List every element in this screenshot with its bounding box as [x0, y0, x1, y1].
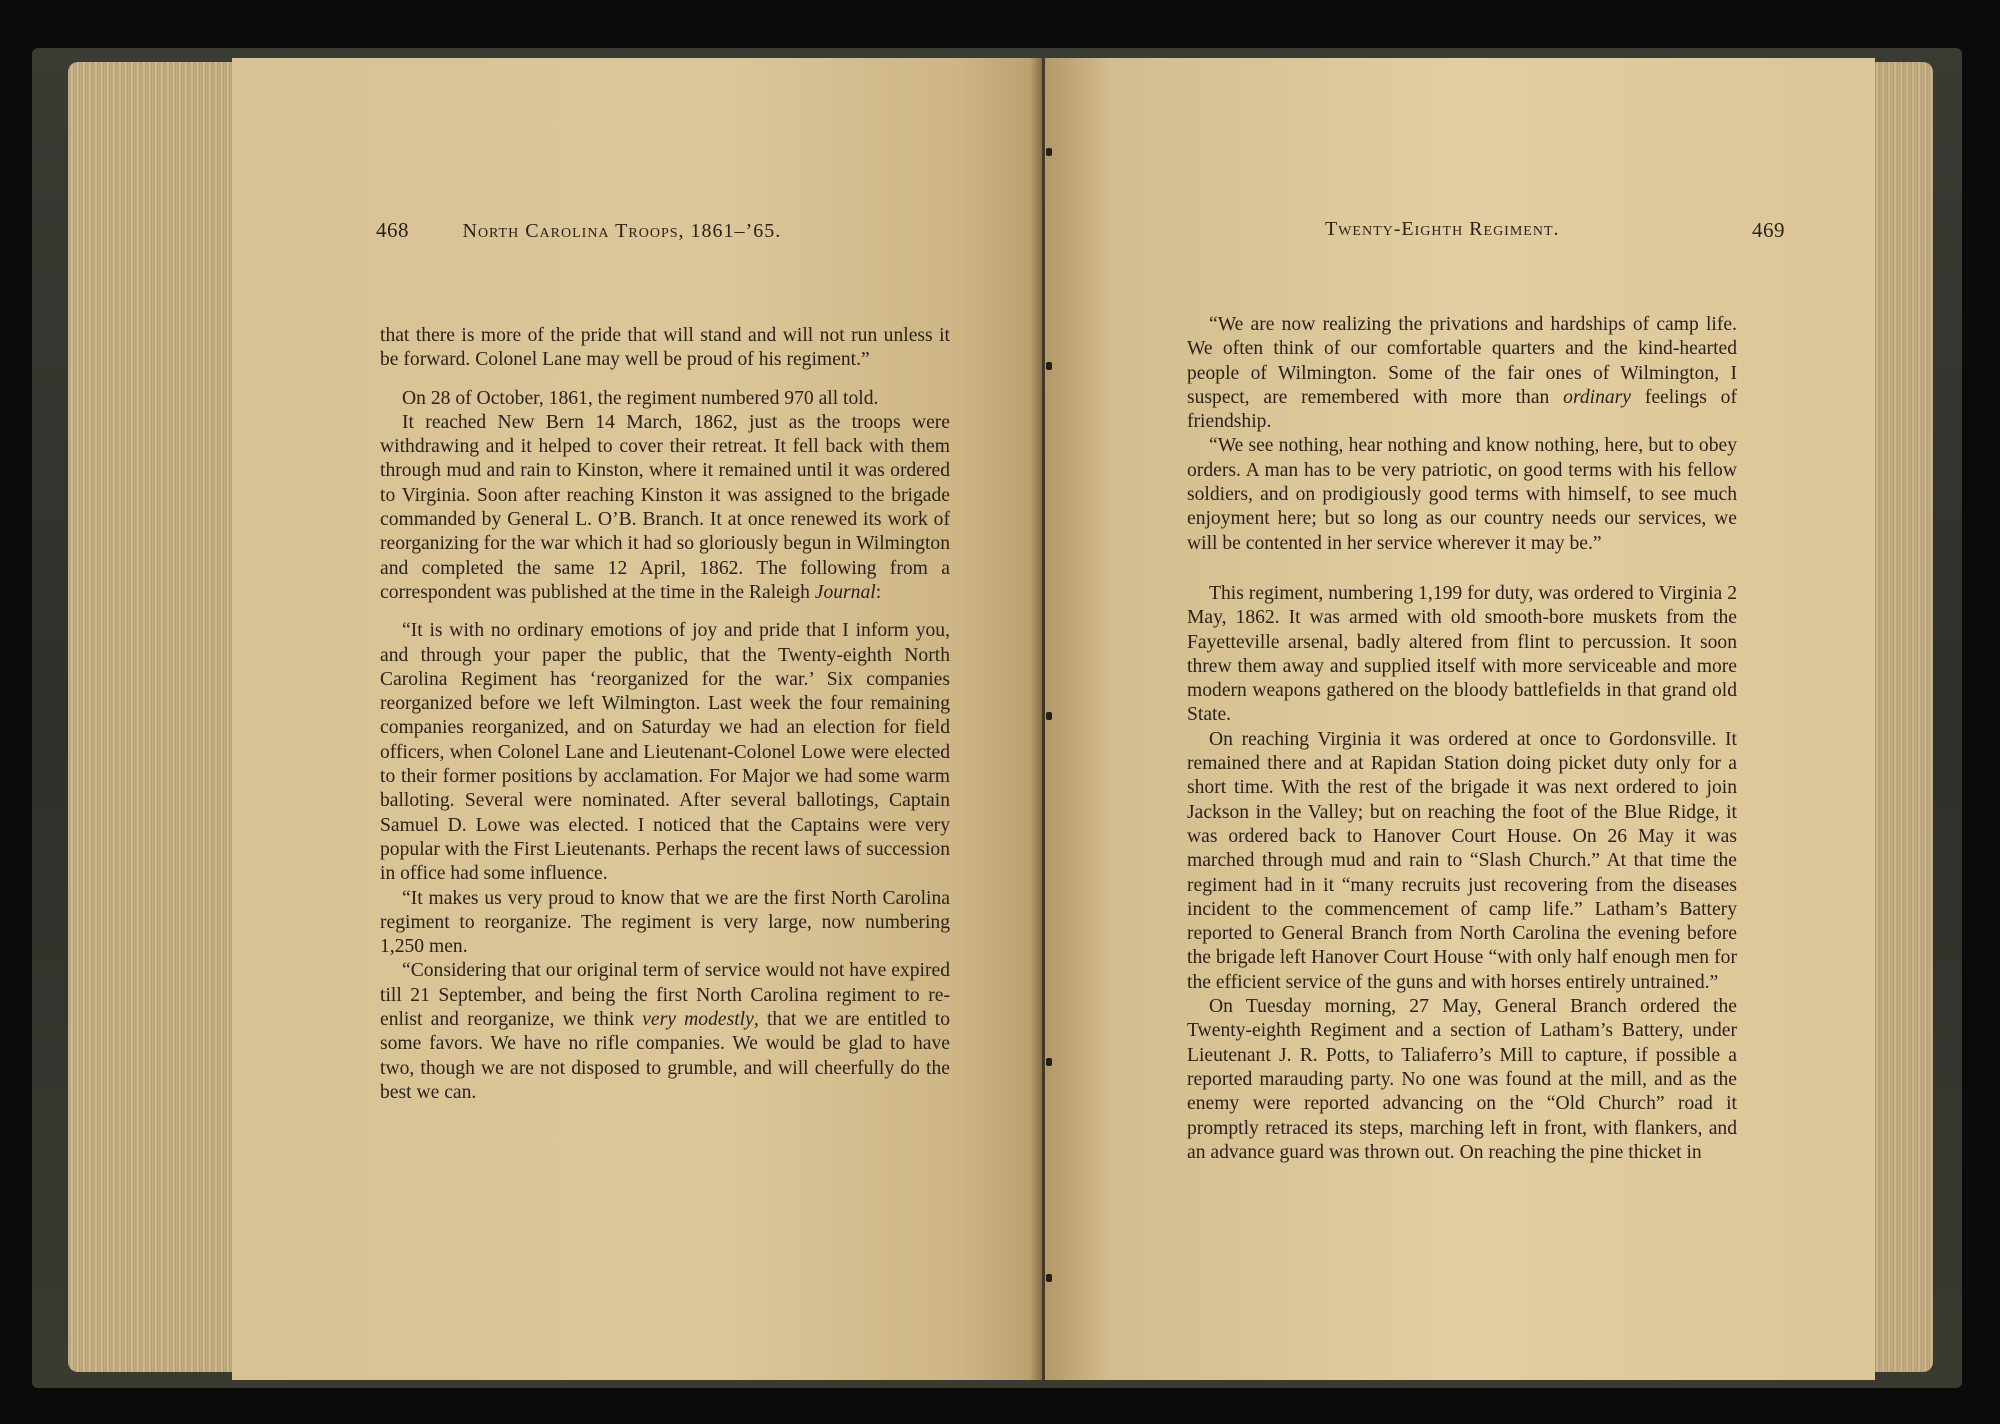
binding-stitch	[1046, 1274, 1052, 1282]
paragraph: It reached New Bern 14 March, 1862, just as the troops were withdrawing and it helped to cover their retreat. It fell back with them through mud and rain to Kinston, where it remained until it was ordered to Virginia. Soon after reaching Kinston it was assigned to the brigade commanded by General L. O’B. Branch. It at once renewed its work of reorganizing for the war which it had so gloriously begun in Wilmington and completed the same 12 April, 1862. The following from a correspondent was published at the time in the Raleigh Journal:	[380, 411, 950, 603]
right-page-header	[1325, 218, 1785, 241]
paragraph: This regiment, numbering 1,199 for duty, was ordered to Virginia 2 May, 1862. It was armed with old smooth-bore muskets from the Fayetteville arsenal, badly altered from flint to percussion. It soon threw them away and supplied itself with more serviceable and more modern weapons gathered on the bloody battlefields in that grand old State.	[1187, 582, 1737, 726]
binding-stitch	[1046, 362, 1052, 370]
paragraph: “We see nothing, hear nothing and know nothing, here, but to obey orders. A man has to be very patriotic, on good terms with his fellow soldiers, and on prodigiously good terms with himself, to see much enjoyment here; but so long as our country needs our services, we will be contented in her service wherever it may be.”	[1187, 435, 1737, 554]
paragraph: that there is more of the pride that will stand and will not run unless it be forward. Colonel Lane may well be proud of his regiment.”	[380, 325, 950, 371]
paragraph: “Considering that our original term of service would not have expired till 21 September, and being the first North Carolina regiment to re-enlist and reorganize, we think very modestly, that we are entitled to some favors. We have no rifle companies. We would be glad to have two, though we are not disposed to grumble, and will cheerfully do the best we can.	[380, 960, 950, 1103]
paragraph: On 28 of October, 1861, the regiment numbered 970 all told.	[402, 387, 879, 409]
binding-stitch	[1046, 148, 1052, 156]
running-head: North Carolina Troops, 1861–’65.	[462, 220, 782, 242]
right-page	[1045, 58, 1875, 1380]
page-number: 468	[376, 218, 409, 242]
left-page	[232, 58, 1042, 1380]
binding-stitch	[1046, 712, 1052, 720]
left-page-header	[376, 218, 986, 243]
paragraph: “It is with no ordinary emotions of joy and pride that I inform you, and through your paper the public, that the Twenty-eighth North Carolina Regiment has ‘reorganized for the war.’ Six companies reorganized before we left Wilmington. Last week the four remaining companies reorganized, and on Saturday we had an election for field officers, when Colonel Lane and Lieutenant-Colonel Lowe were elected to their former positions by acclamation. For Major we had some warm balloting. Several were nominated. After several ballotings, Captain Samuel D. Lowe was elected. I noticed that the Captains were very popular with the First Lieutenants. Perhaps the recent laws of succession in office had some influence.	[380, 620, 950, 885]
paragraph: On reaching Virginia it was ordered at once to Gordonsville. It remained there and at Rapidan Station doing picket duty only for a short time. With the rest of the brigade it was next ordered to join Jackson in the Valley; but on reaching the foot of the Blue Ridge, it was ordered back to Hanover Court House. On 26 May it was marched through mud and rain to “Slash Church.” At that time the regiment had in it “many recruits just recovering from the diseases incident to the commencement of camp life.” Latham’s Battery reported to General Branch from North Carolina the evening before the brigade left Hanover Court House “with only half enough men for the efficient service of the guns and with horses entirely untrained.”	[1187, 728, 1737, 993]
page-edges-right	[1875, 62, 1933, 1372]
page-edges-left	[68, 62, 238, 1372]
paragraph: “We are now realizing the privations and hardships of camp life. We often think of our comfortable quarters and the kind-hearted people of Wilmington. Some of the fair ones of Wilmington, I suspect, are remembered with more than ordinary feelings of friendship.	[1187, 314, 1737, 433]
running-head: Twenty-Eighth Regiment.	[1325, 218, 1560, 240]
binding-stitch	[1046, 1058, 1052, 1066]
paragraph: “It makes us very proud to know that we are the first North Carolina regiment to reorganize. The regiment is very large, now numbering 1,250 men.	[380, 887, 950, 958]
left-page-body	[380, 324, 950, 1105]
page-number: 469	[1752, 218, 1785, 242]
right-page-body	[1187, 313, 1737, 1165]
paragraph: On Tuesday morning, 27 May, General Branch ordered the Twenty-eighth Regiment and a section of Latham’s Battery, under Lieutenant J. R. Potts, to Taliaferro’s Mill to capture, if possible a reported marauding party. No one was found at the mill, and as the enemy were reported advancing on the “Old Church” road it promptly retraced its steps, marching left in front, with flankers, and an advance guard was thrown out. On reaching the pine thicket in	[1187, 996, 1737, 1163]
